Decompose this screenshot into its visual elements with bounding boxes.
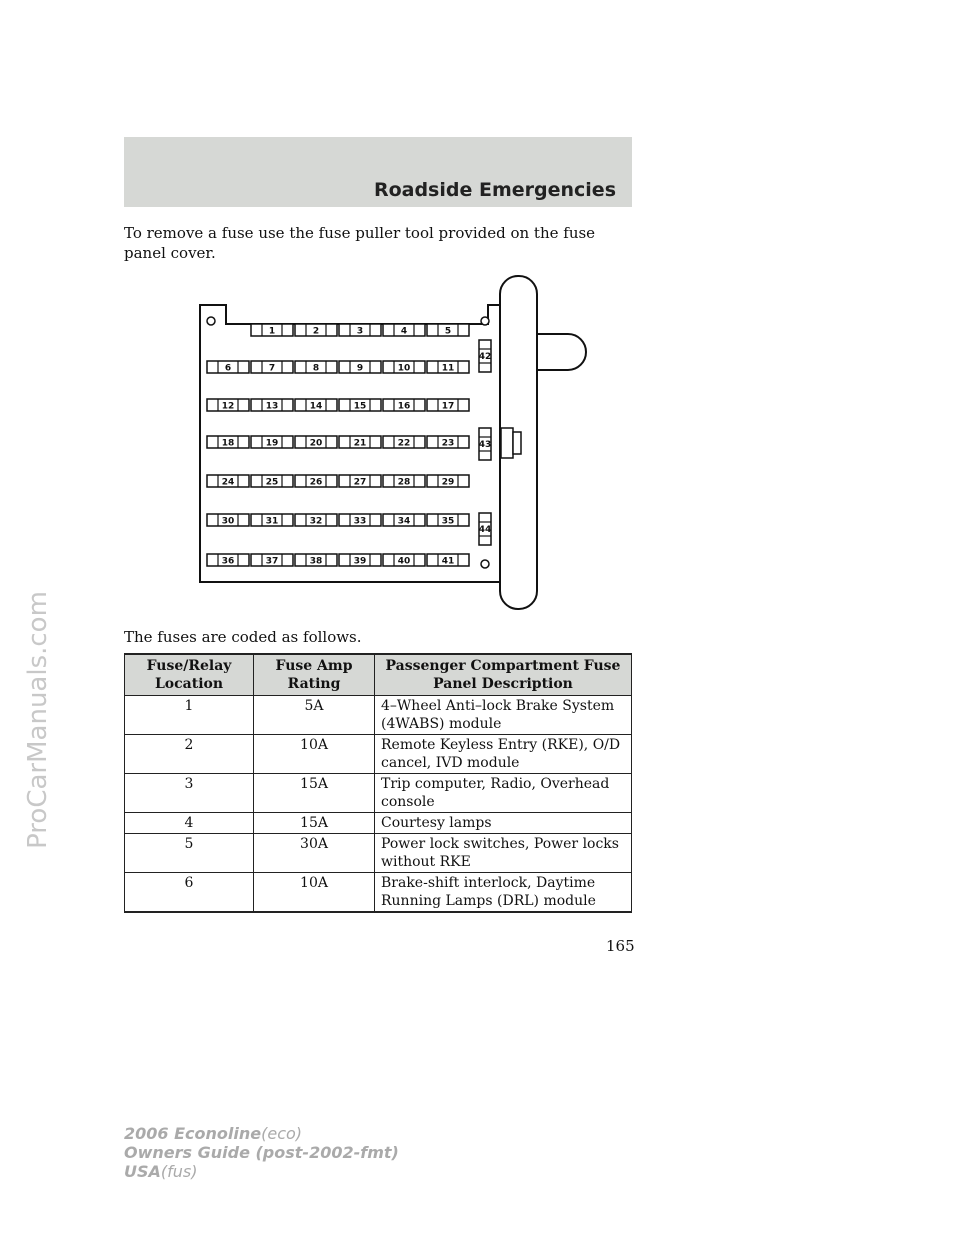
fuse-label: 39 (353, 556, 367, 567)
watermark: ProCarManuals.com (23, 591, 53, 849)
cell-description: Brake-shift interlock, Daytime Running Lamps (DRL) module (375, 873, 632, 913)
fuse-label: 12 (221, 401, 235, 412)
fuse-slot (339, 475, 381, 488)
fuse-label: 32 (309, 516, 323, 527)
cell-location: 5 (125, 834, 254, 873)
fuse-slot (339, 361, 381, 374)
column-header-amp-rating: Fuse Amp Rating (254, 654, 375, 696)
table-row (125, 735, 632, 774)
fuse-slot (339, 554, 381, 567)
fuse-panel-diagram (196, 270, 596, 615)
fuse-slot (251, 514, 293, 527)
footer-region-code: (fus) (160, 1162, 198, 1181)
fuse-slot (295, 475, 337, 488)
fuse-slot (383, 436, 425, 449)
cell-location: 4 (125, 813, 254, 834)
fuse-label: 17 (441, 401, 455, 412)
relay-label: 44 (478, 525, 492, 535)
relay-slot (479, 513, 492, 545)
cell-amp-rating: 15A (254, 813, 375, 834)
fuse-slot (295, 514, 337, 527)
fuse-label: 5 (444, 326, 452, 337)
fuse-slot (207, 436, 249, 449)
cell-description: Power lock switches, Power locks without RKE (375, 834, 632, 873)
fuse-slot (251, 554, 293, 567)
fuse-label: 31 (265, 516, 279, 527)
fuse-label: 19 (265, 438, 279, 449)
fuse-slot (339, 514, 381, 527)
fuse-label: 34 (397, 516, 411, 527)
fuse-slot (295, 554, 337, 567)
cell-amp-rating: 15A (254, 774, 375, 813)
fuse-slot (207, 361, 249, 374)
footer-model-code: (eco) (261, 1124, 303, 1143)
fuse-label: 7 (268, 363, 276, 374)
fuse-slot (251, 436, 293, 449)
cell-location: 2 (125, 735, 254, 774)
cell-description: Remote Keyless Entry (RKE), O/D cancel, IVD module (375, 735, 632, 774)
fuse-slot (207, 399, 249, 412)
fuse-label: 6 (224, 363, 232, 374)
relay-slot (479, 428, 492, 460)
fuse-slot (339, 399, 381, 412)
table-row (125, 774, 632, 813)
fuse-slot (383, 514, 425, 527)
fuse-label: 2 (312, 326, 320, 337)
fuse-slot (383, 475, 425, 488)
fuse-slot (295, 361, 337, 374)
fuse-slot (251, 475, 293, 488)
column-header-description: Passenger Compartment Fuse Panel Description (375, 654, 632, 696)
fuse-slot (427, 475, 469, 488)
fuse-slot (207, 514, 249, 527)
fuse-label: 40 (397, 556, 411, 567)
fuse-slot (251, 399, 293, 412)
footer-guide: Owners Guide (post-2002-fmt) (124, 1143, 399, 1162)
cell-amp-rating: 30A (254, 834, 375, 873)
table-row (125, 813, 632, 834)
fuse-label: 9 (356, 363, 364, 374)
table-row (125, 873, 632, 913)
cell-location: 3 (125, 774, 254, 813)
fuse-table (124, 653, 632, 913)
fuse-label: 13 (265, 401, 279, 412)
fuse-slot (295, 436, 337, 449)
fuse-slot (339, 324, 381, 337)
fuse-label: 20 (309, 438, 323, 449)
fuse-slot (251, 324, 293, 337)
fuse-slot (427, 436, 469, 449)
fuse-label: 15 (353, 401, 367, 412)
fuse-label: 1 (268, 326, 276, 337)
cell-location: 6 (125, 873, 254, 913)
fuse-label: 4 (400, 326, 408, 337)
cell-description: 4–Wheel Anti–lock Brake System (4WABS) module (375, 696, 632, 735)
fuse-slot (383, 324, 425, 337)
fuse-label: 24 (221, 477, 235, 488)
table-row (125, 696, 632, 735)
cell-amp-rating: 5A (254, 696, 375, 735)
fuse-slot (427, 324, 469, 337)
fuse-label: 3 (356, 326, 364, 337)
fuse-label: 21 (353, 438, 367, 449)
fuse-slot (339, 436, 381, 449)
footer-model: 2006 Econoline (124, 1124, 262, 1143)
fuse-label: 10 (397, 363, 411, 374)
fuse-slot (207, 475, 249, 488)
fuse-slot (295, 324, 337, 337)
fuse-label: 35 (441, 516, 455, 527)
fuse-label: 30 (221, 516, 235, 527)
fuse-label: 36 (221, 556, 235, 567)
fuse-label: 8 (312, 363, 320, 374)
fuse-label: 16 (397, 401, 411, 412)
fuse-label: 27 (353, 477, 367, 488)
fuse-slot (427, 399, 469, 412)
fuse-label: 23 (441, 438, 455, 449)
fuse-label: 22 (397, 438, 411, 449)
fuse-coding-intro: The fuses are coded as follows. (124, 628, 362, 646)
column-header-location: Fuse/Relay Location (125, 654, 254, 696)
fuse-label: 11 (441, 363, 455, 374)
fuse-slot (427, 361, 469, 374)
relay-label: 43 (478, 440, 492, 450)
fuse-label: 14 (309, 401, 323, 412)
document-footer (124, 1124, 399, 1181)
fuse-slot (427, 514, 469, 527)
footer-region: USA (124, 1162, 161, 1181)
fuse-label: 37 (265, 556, 279, 567)
fuse-slot (383, 361, 425, 374)
cell-amp-rating: 10A (254, 735, 375, 774)
fuse-slot (295, 399, 337, 412)
fuse-label: 26 (309, 477, 323, 488)
page-number: 165 (606, 937, 635, 955)
fuse-label: 41 (441, 556, 455, 567)
intro-text: To remove a fuse use the fuse puller tool provided on the fuse panel cover. (124, 224, 596, 262)
fuse-slot (207, 554, 249, 567)
cell-amp-rating: 10A (254, 873, 375, 913)
fuse-label: 28 (397, 477, 411, 488)
fuse-label: 29 (441, 477, 455, 488)
fuse-label: 38 (309, 556, 323, 567)
fuse-slot (427, 554, 469, 567)
table-header-row (125, 654, 632, 696)
fuse-slot (383, 399, 425, 412)
cell-location: 1 (125, 696, 254, 735)
fuse-slot (251, 361, 293, 374)
fuse-slot (383, 554, 425, 567)
table-row (125, 834, 632, 873)
relay-label: 42 (478, 352, 492, 362)
cell-description: Courtesy lamps (375, 813, 632, 834)
fuse-label: 33 (353, 516, 367, 527)
fuse-label: 18 (221, 438, 235, 449)
fuse-label: 25 (265, 477, 279, 488)
relay-slot (479, 340, 492, 372)
cell-description: Trip computer, Radio, Overhead console (375, 774, 632, 813)
header-band (124, 137, 632, 207)
section-title: Roadside Emergencies (373, 179, 616, 201)
